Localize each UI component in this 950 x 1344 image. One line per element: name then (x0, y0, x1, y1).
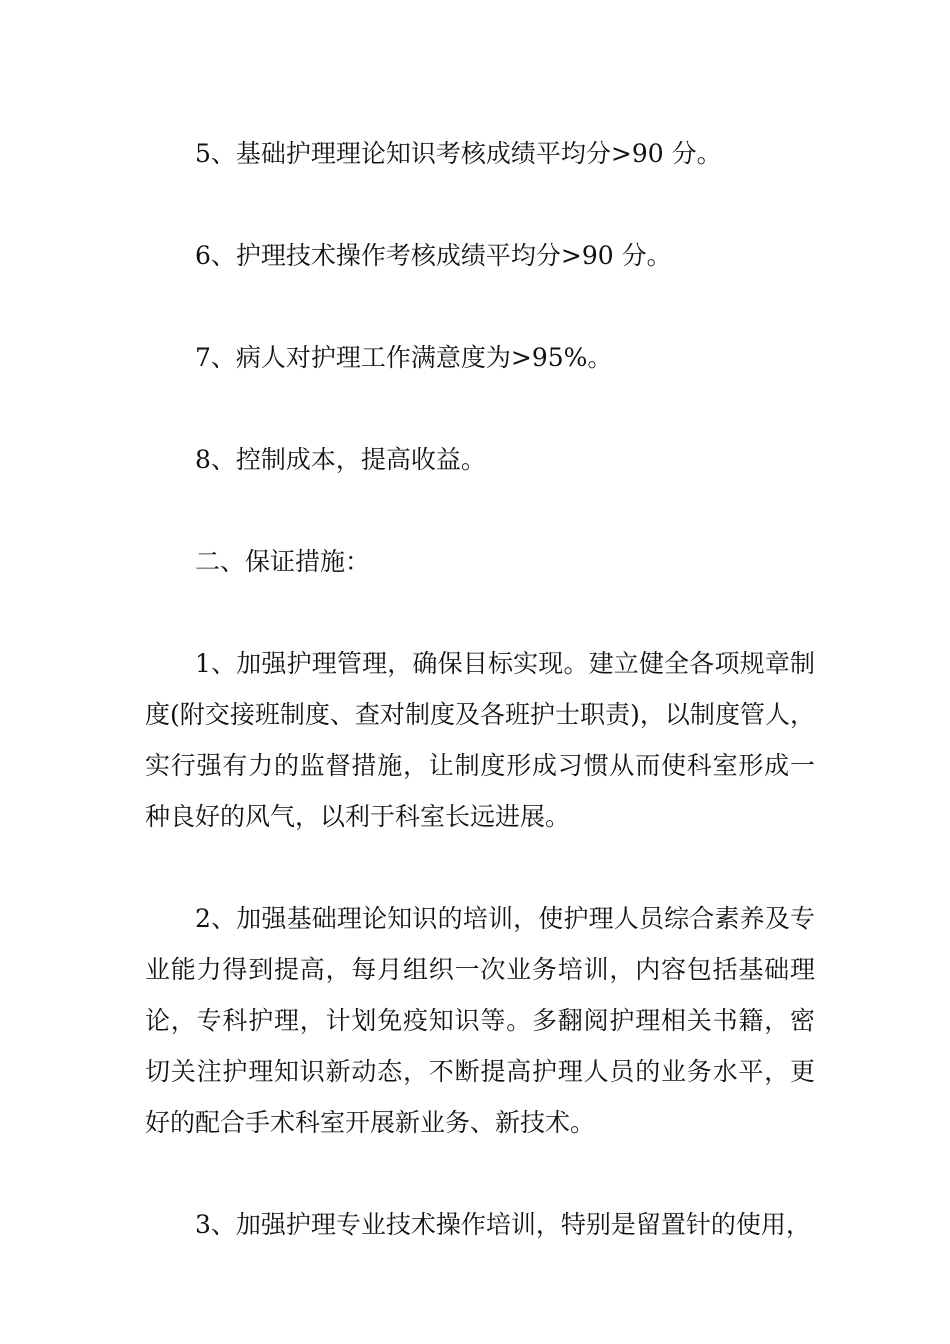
paragraph-goal-7: 7、病人对护理工作满意度为>95%。 (195, 343, 613, 372)
paragraph-goal-8: 8、控制成本，提高收益。 (195, 445, 486, 474)
paragraph-goal-6: 6、护理技术操作考核成绩平均分>90 分。 (195, 241, 672, 270)
section-heading-measures: 二、保证措施： (195, 547, 371, 576)
paragraph-goal-5: 5、基础护理理论知识考核成绩平均分>90 分。 (195, 139, 722, 168)
paragraph-measure-1: 1、加强护理管理，确保目标实现。建立健全各项规章制度(附交接班制度、查对制度及各班护士职责)，以制度管人，实行强有力的监督措施，让制度形成习惯从而使科室形成一种良好的风气，以利于科室长远进展。 (145, 649, 815, 831)
document-body (145, 128, 815, 1250)
paragraph-measure-2: 2、加强基础理论知识的培训，使护理人员综合素养及专业能力得到提高，每月组织一次业务培训，内容包括基础理论，专科护理，计划免疫知识等。多翻阅护理相关书籍，密切关注护理知识新动态，不断提高护理人员的业务水平，更好的配合手术科室开展新业务、新技术。 (145, 904, 815, 1137)
paragraph-measure-3: 3、加强护理专业技术操作培训，特别是留置针的使用， (195, 1210, 811, 1239)
